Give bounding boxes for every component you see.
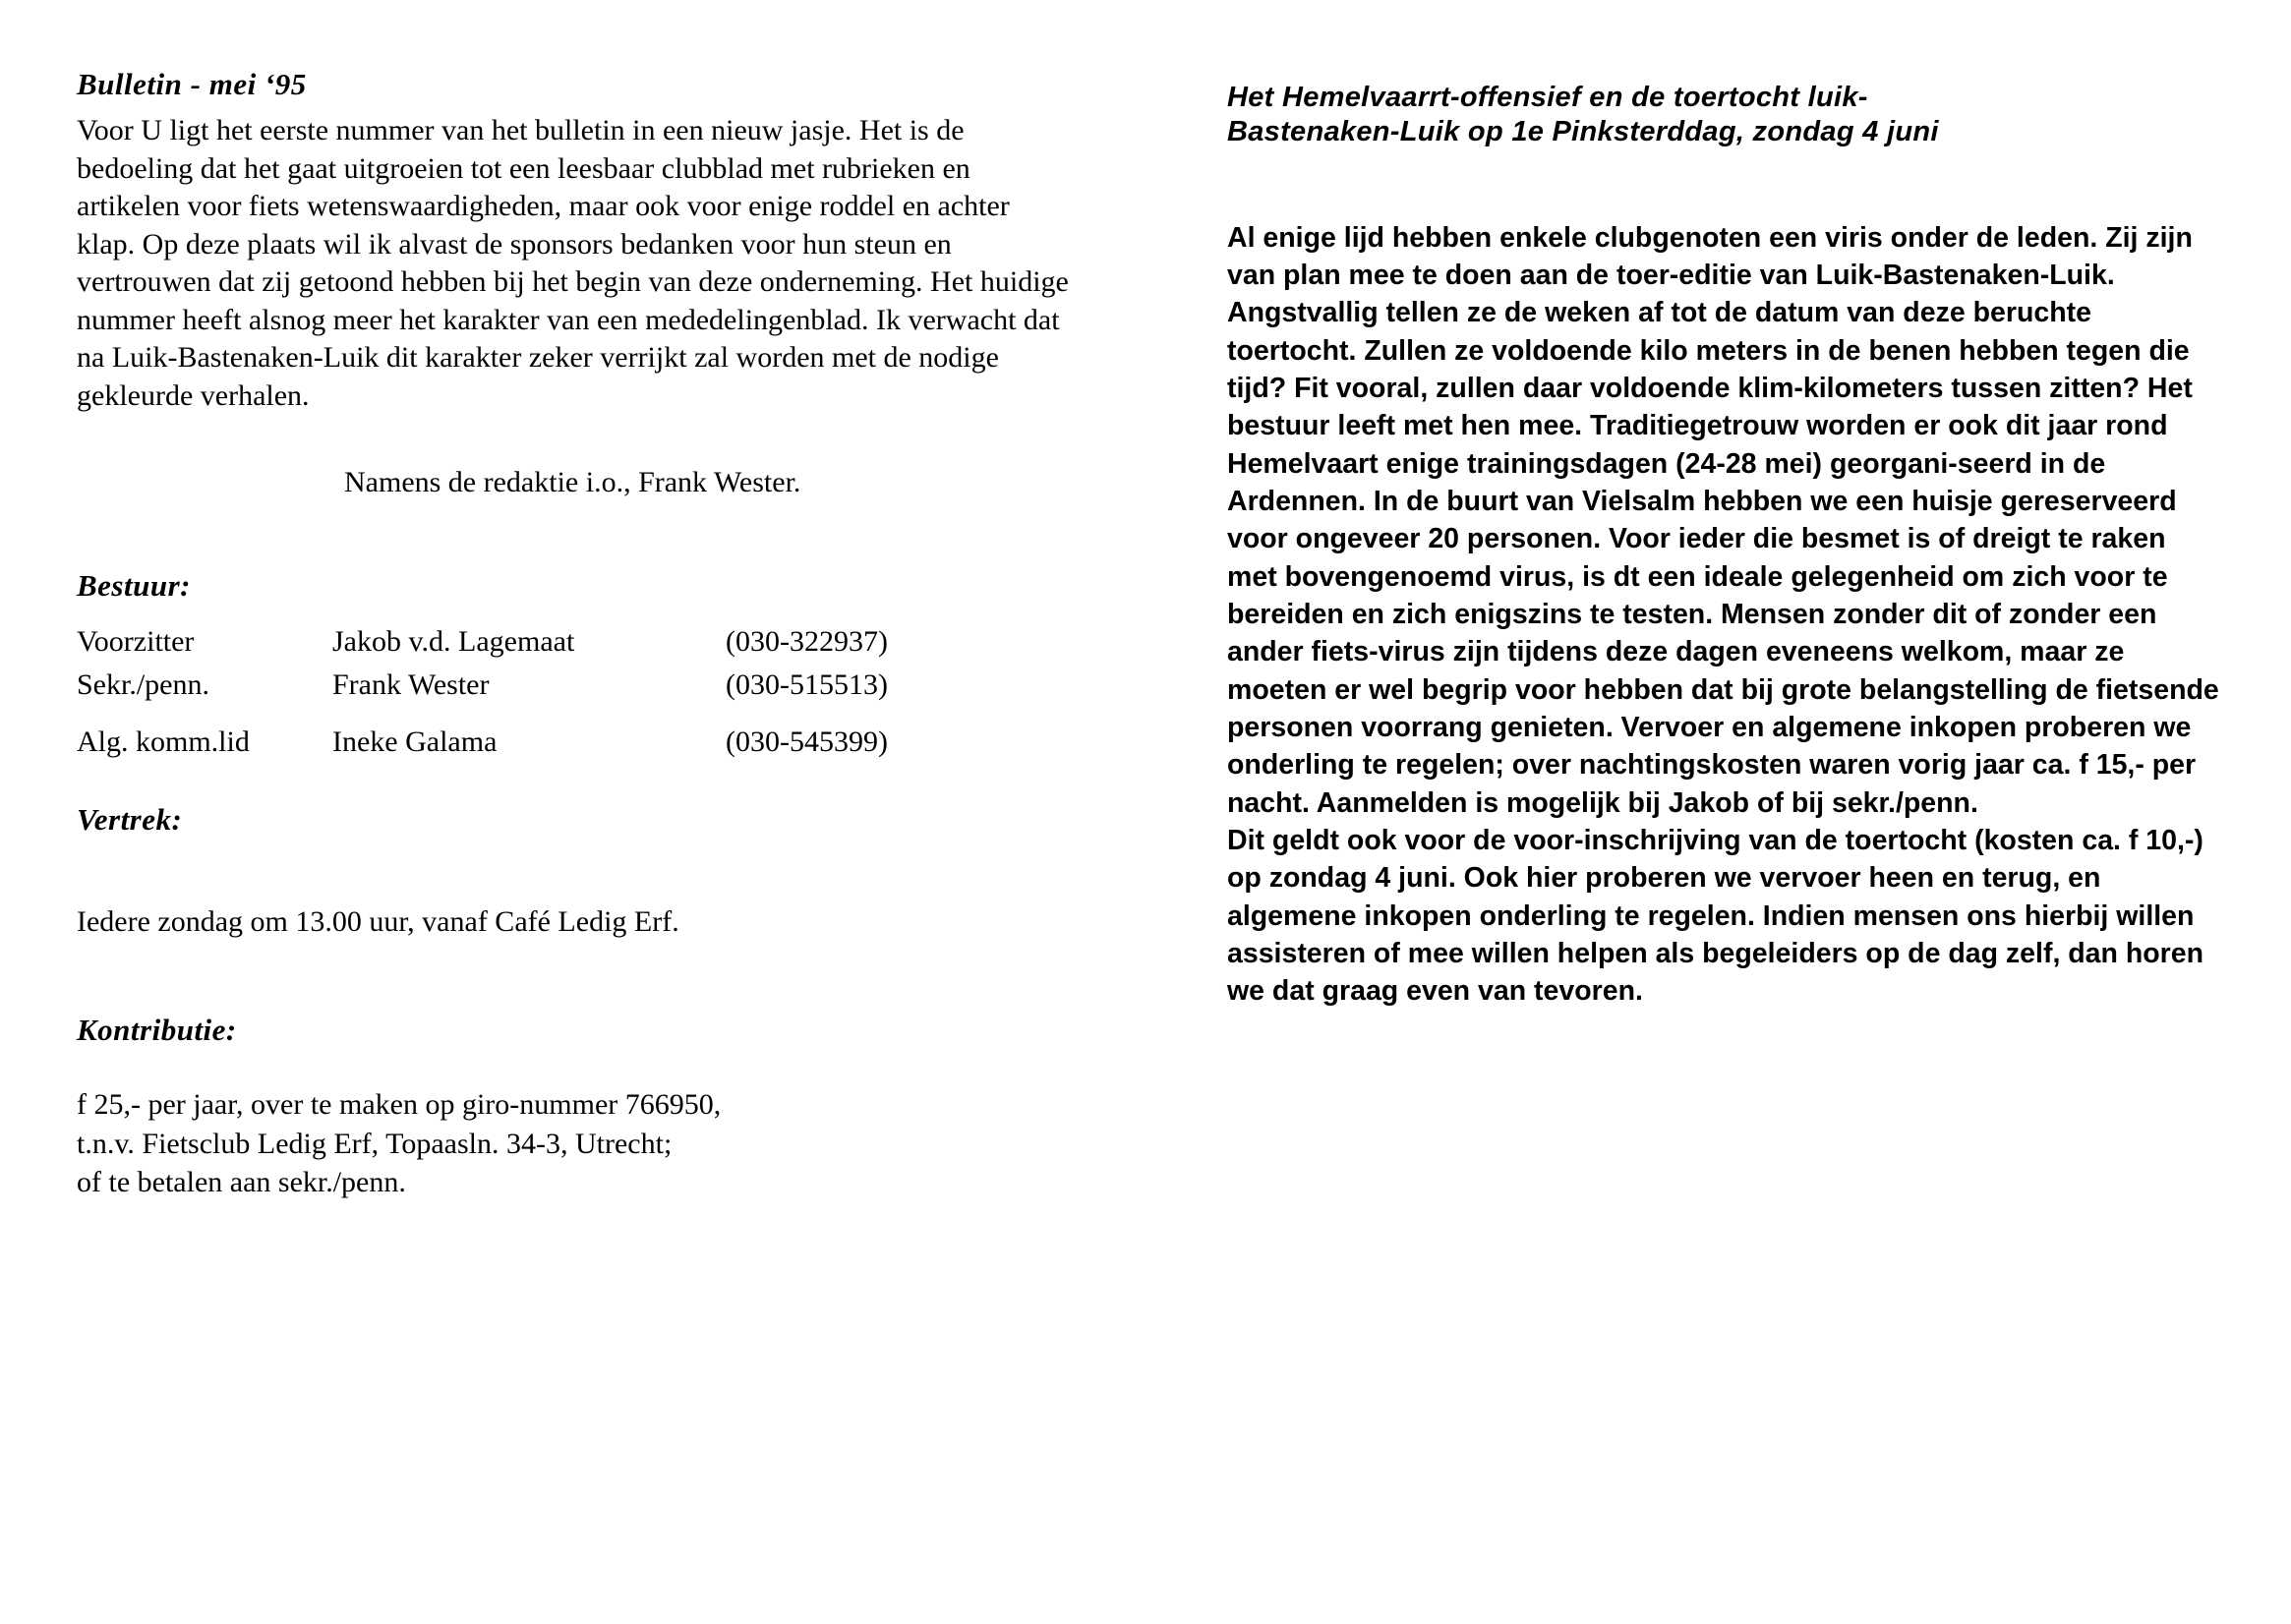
article-paragraph-2: Dit geldt ook voor de voor-inschrijving van de toertocht (kosten ca. f 10,-) op zondag 4 juni. Ook hier proberen we vervoer heen en terug, en algemene inkopen onderling te regelen. Indien mensen ons hierbij willen assisteren of mee willen helpen als begeleiders op de dag zelf, dan horen we dat graag even van tevoren. — [1227, 825, 2204, 1008]
bestuur-name: Frank Wester — [332, 668, 490, 702]
article-paragraph-1: Al enige lijd hebben enkele clubgenoten een viris onder de leden. Zij zijn van plan mee te doen aan de toer-editie van Luik-Bastenaken-Luik. Angstvallig tellen ze de weken af tot de datum van deze beruchte toertocht. Zullen ze voldoende kilo meters in de benen hebben tegen die tijd? Fit vooral, zullen daar voldoende klim-kilometers tussen zitten? Het bestuur leeft met hen mee. Traditiegetrouw worden er ook dit jaar rond Hemelvaart enige trainingsdagen (24-28 mei) georgani-seerd in de Ardennen. In de buurt van Vielsalm hebben we een huisje gereserveerd voor ongeveer 20 personen. Voor ieder die besmet is of dreigt te raken met bovengenoemd virus, is dt een ideale gelegenheid om zich voor te bereiden en zich enigszins te testen. Mensen zonder dit of zonder een ander fiets-virus zijn tijdens deze dagen eveneens welkom, maar ze moeten er wel begrip voor hebben dat bij grote belangstelling de fietsende personen voorrang genieten. Vervoer en algemene inkopen proberen we onderling te regelen; over nachtingskosten waren vorig jaar ca. f 15,- per nacht. Aanmelden is mogelijk bij Jakob of bij sekr./penn. — [1227, 221, 2219, 819]
bestuur-heading: Bestuur: — [77, 568, 191, 604]
bulletin-title — [77, 67, 1070, 102]
bestuur-name: Jakob v.d. Lagemaat — [332, 625, 575, 659]
bulletin-title-separator: - — [182, 67, 209, 101]
bulletin-title-date: mei ‘95 — [208, 67, 307, 101]
table-row — [77, 625, 981, 668]
left-column — [77, 67, 1070, 1202]
article-title — [1227, 81, 2220, 150]
bestuur-name: Ineke Galama — [332, 725, 498, 759]
kontributie-line-1: f 25,- per jaar, over te maken op giro-nummer 766950, — [77, 1087, 722, 1121]
bestuur-table — [77, 625, 981, 769]
right-column — [1227, 81, 2220, 1011]
table-row — [77, 712, 981, 769]
bestuur-phone: (030-515513) — [726, 668, 888, 702]
bestuur-role: Voorzitter — [77, 625, 195, 659]
bestuur-phone: (030-545399) — [726, 725, 888, 759]
bestuur-role: Sekr./penn. — [77, 668, 209, 702]
bestuur-phone: (030-322937) — [726, 625, 888, 659]
vertrek-text: Iedere zondag om 13.00 uur, vanaf Café Ledig Erf. — [77, 905, 679, 939]
vertrek-heading: Vertrek: — [77, 802, 183, 838]
table-row — [77, 668, 981, 712]
kontributie-line-3: of te betalen aan sekr./penn. — [77, 1166, 406, 1199]
editorial-signature: Namens de redaktie i.o., Frank Wester. — [344, 466, 801, 499]
bulletin-title-main: Bulletin — [77, 67, 183, 101]
kontributie-line-2: t.n.v. Fietsclub Ledig Erf, Topaasln. 34-3, Utrecht; — [77, 1127, 673, 1160]
intro-paragraph: Voor U ligt het eerste nummer van het bulletin in een nieuw jasje. Het is de bedoeling dat het gaat uitgroeien tot een leesbaar clubblad met rubrieken en artikelen voor fiets wetenswaardigheden, maar ook voor enige roddel en achter klap. Op deze plaats wil ik alvast de sponsors bedanken voor hun steun en vertrouwen dat zij getoond hebben bij het begin van deze onderneming. Het huidige nummer heeft alsnog meer het karakter van een mededelingenblad. Ik verwacht dat na Luik-Bastenaken-Luik dit karakter zeker verrijkt zal worden met de nodige gekleurde verhalen. — [77, 114, 1069, 412]
article-title-line-2: Bastenaken-Luik op 1e Pinksterddag, zondag 4 juni — [1227, 116, 1939, 148]
kontributie-heading: Kontributie: — [77, 1012, 237, 1047]
article-title-line-1: Het Hemelvaarrt-offensief en de toertocht luik- — [1227, 82, 1868, 113]
bestuur-role: Alg. komm.lid — [77, 725, 250, 759]
